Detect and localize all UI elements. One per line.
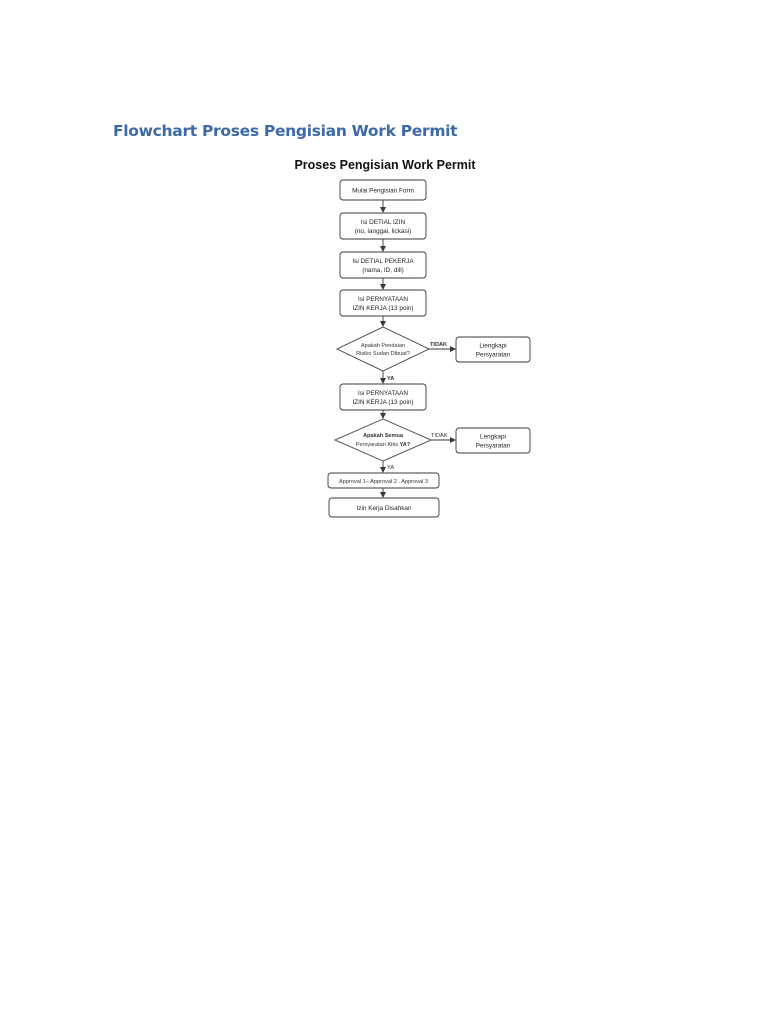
step-detail-pekerja-box: [340, 252, 426, 278]
side-lengkapi-label-2: Lengkapi: [480, 433, 506, 441]
step-detail-pekerja-label: Isi DETIAL PEKERJA: [352, 258, 414, 265]
side-lengkapi-sublabel-2: Persyaratan: [475, 442, 511, 450]
step-detail-izin-label: Isi DETIAL IZIN: [360, 219, 406, 226]
decision-persyaratan-diamond: [335, 419, 431, 461]
step-start-label: Mulai Pengisian Form: [352, 187, 414, 195]
flowchart-diagram: [283, 150, 537, 522]
flowchart-title: Proses Pengisian Work Permit: [294, 158, 476, 172]
step-pernyataan-2-box: [340, 384, 426, 410]
step-pernyataan-sublabel: IZIN KERJA (13 poin): [352, 305, 414, 312]
step-pernyataan-2-sublabel: IZIN KERJA (13 poin): [352, 399, 414, 406]
flowchart-figure: [283, 150, 537, 522]
decision-risiko-label: Apakah Pendaian: [360, 343, 406, 349]
step-disahkan-label: Izin Kerja Disahkan: [356, 505, 412, 512]
step-pernyataan-2-label: Isi PERNYATAAN: [357, 390, 409, 397]
decision-persyaratan-label: Apakah Semua: [362, 433, 404, 439]
step-detail-izin-sublabel: (no, langgai, lickasi): [354, 228, 412, 235]
decision-persyaratan-no-label: TIDAK: [431, 433, 448, 439]
decision-risiko-sublabel: Risiko Sudan Dibuat?: [356, 351, 410, 357]
side-lengkapi-sublabel-1: Persyaratan: [475, 351, 511, 359]
step-pernyataan-label: Isi PERNYATAAN: [357, 296, 409, 303]
step-pernyataan-box: [340, 290, 426, 316]
step-detail-izin-box: [340, 213, 426, 239]
step-detail-pekerja-sublabel: (nama, ID, dill): [362, 267, 404, 274]
decision-risiko-yes-label: YA: [387, 376, 395, 382]
step-approval-label: Approval 1– Approval 2 . Approval 3: [339, 479, 428, 485]
document-heading: Flowchart Proses Pengisian Work Permit: [113, 122, 458, 140]
side-lengkapi-label-1: Liengkapi: [479, 342, 507, 350]
decision-persyaratan-yes-label: YA: [387, 465, 395, 471]
decision-risiko-diamond: [337, 327, 429, 371]
decision-risiko-no-label: TIDAK: [430, 342, 448, 348]
decision-persyaratan-sublabel: Persyaratan Kitis YA?: [355, 442, 411, 448]
